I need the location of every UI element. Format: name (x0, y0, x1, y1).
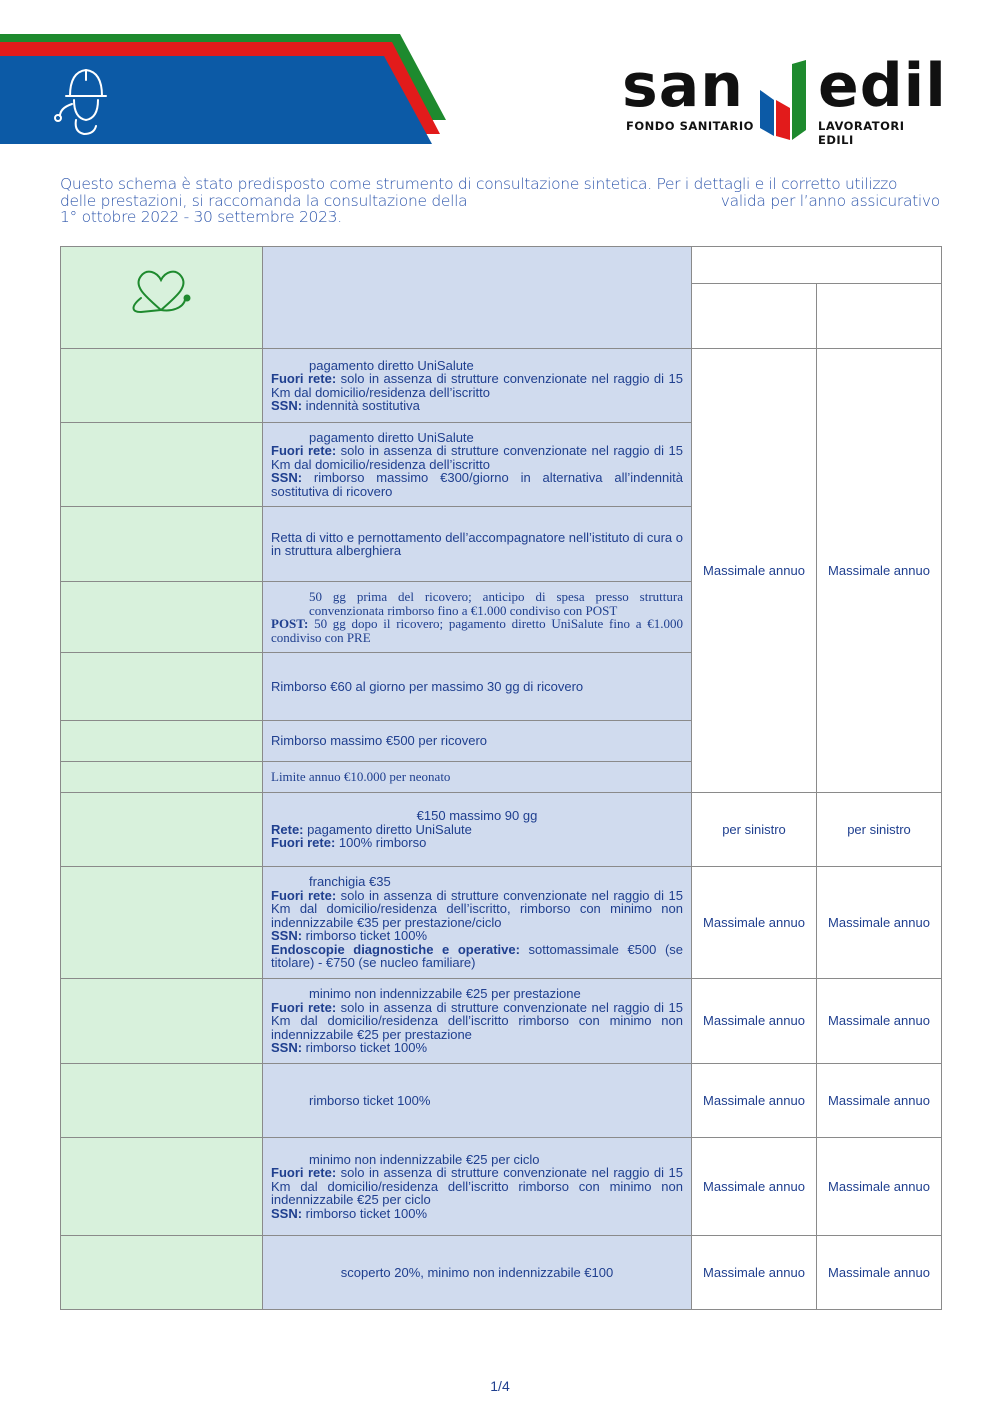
page-number: 1/4 (490, 1378, 510, 1394)
logo-subtitle-right: LAVORATORI EDILI (818, 119, 905, 147)
row-category-cell (61, 582, 263, 653)
header-icon-cell (61, 247, 263, 349)
intro-line-2-left: delle prestazioni, si raccomanda la consultazione della (60, 191, 468, 210)
description-key: Fuori rete: (271, 443, 337, 459)
description-line (271, 680, 683, 694)
intro-line-3: 1° ottobre 2022 - 30 settembre 2023. (60, 208, 342, 226)
row-category-cell (61, 793, 263, 867)
row-description (263, 793, 692, 867)
description-key: Fuori rete: (271, 999, 337, 1015)
row8-col2-value: Massimale annuo (817, 867, 942, 979)
row-category-cell (61, 349, 263, 423)
row10-col1-value: Massimale annuo (692, 1064, 817, 1138)
description-line (271, 734, 683, 748)
ricovero-col2-value: Massimale annuo (817, 349, 942, 793)
description-line (271, 929, 683, 943)
row-category-cell (61, 507, 263, 582)
row-description (263, 1064, 692, 1138)
description-key: SSN: (271, 398, 303, 413)
description-line (271, 823, 683, 837)
description-text: franchigia €35 (309, 874, 391, 890)
description-text: pagamento diretto UniSalute (303, 821, 472, 837)
row-description (263, 1236, 692, 1310)
description-text: pagamento diretto UniSalute (309, 429, 474, 445)
description-text: 100% rimborso (335, 835, 427, 851)
row-category-cell (61, 653, 263, 721)
row-description (263, 762, 692, 793)
description-line (271, 617, 683, 644)
description-text: solo in assenza di strutture convenzionate nel raggio di 15 Km dal domicilio/residenza dell’iscritto (271, 371, 683, 400)
row-description (263, 423, 692, 507)
row11-col2-value: Massimale annuo (817, 1138, 942, 1236)
description-line (271, 1266, 683, 1280)
description-text: solo in assenza di strutture convenzionate nel raggio di 15 Km dal domicilio/residenza dell’iscritto rimborso con minimo non indennizzabile €25 per ciclo (271, 1165, 683, 1208)
row-category-cell (61, 721, 263, 762)
sinistro-col1-value: per sinistro (692, 793, 817, 867)
description-line (271, 836, 683, 850)
row-category-cell (61, 1064, 263, 1138)
description-line (271, 1153, 683, 1167)
row-category-cell (61, 979, 263, 1064)
row-description (263, 349, 692, 423)
description-key: Fuori rete: (271, 1165, 337, 1181)
description-text: scoperto 20%, minimo non indennizzabile €100 (340, 1264, 614, 1280)
row-description (263, 721, 692, 762)
logo-word-san: san (622, 51, 744, 121)
description-key: SSN: (271, 470, 303, 486)
description-text: indennità sostitutiva (302, 398, 420, 413)
description-line (271, 770, 683, 784)
description-text: rimborso ticket 100% (302, 928, 428, 944)
logo-subtitle-left: FONDO SANITARIO (626, 119, 754, 133)
description-key: Fuori rete: (271, 887, 337, 903)
description-line (271, 1041, 683, 1055)
description-line (271, 444, 683, 471)
row11-col1-value: Massimale annuo (692, 1138, 817, 1236)
description-line (271, 1001, 683, 1042)
sanedil-logo (622, 51, 947, 147)
description-key: Fuori rete: (271, 835, 336, 851)
description-line (271, 399, 683, 413)
description-text: sottomassimale €500 (se titolare) - €750 (se nucleo familiare) (271, 941, 683, 971)
description-line (271, 531, 683, 558)
description-text: minimo non indennizzabile €25 per ciclo (309, 1151, 540, 1167)
description-text: solo in assenza di strutture convenzionate nel raggio di 15 Km dal domicilio/residenza dell’iscritto (271, 443, 683, 472)
description-line (271, 987, 683, 1001)
description-text: minimo non indennizzabile €25 per prestazione (309, 986, 581, 1002)
description-text: solo in assenza di strutture convenzionate nel raggio di 15 Km dal domicilio/residenza dell’iscritto rimborso con minimo non indennizzabile €25 per prestazione (271, 999, 683, 1042)
description-line (271, 431, 683, 445)
header-description-cell (263, 247, 692, 349)
header-col2-cell (817, 284, 942, 349)
row8-col1-value: Massimale annuo (692, 867, 817, 979)
row-category-cell (61, 1236, 263, 1310)
row9-col1-value: Massimale annuo (692, 979, 817, 1064)
description-text: rimborso ticket 100% (302, 1040, 428, 1056)
sinistro-col2-value: per sinistro (817, 793, 942, 867)
row-description (263, 653, 692, 721)
row-category-cell (61, 1138, 263, 1236)
description-key: Rete: (271, 821, 304, 837)
description-line (271, 359, 683, 373)
description-line (271, 943, 683, 970)
intro-line-1: Questo schema è stato predisposto come strumento di consultazione sintetica. Per i dettagli e il corretto utilizzo (60, 175, 898, 193)
description-text: rimborso ticket 100% (302, 1205, 428, 1221)
description-key: SSN: (271, 1040, 303, 1056)
description-text: Limite annuo €10.000 per neonato (271, 769, 451, 785)
intro-paragraph (60, 176, 940, 226)
description-text: Rimborso massimo €500 per ricovero (271, 733, 488, 749)
benefits-table (60, 246, 942, 1310)
row-category-cell (61, 762, 263, 793)
description-text: 50 gg dopo il ricovero; pagamento diretto UniSalute fino a €1.000 condiviso con PRE (271, 616, 683, 645)
description-line (271, 1094, 683, 1108)
description-line (271, 471, 683, 498)
description-text: rimborso massimo €300/giorno in alternativa all’indennità sostitutiva di ricovero (271, 470, 683, 499)
description-key: SSN: (271, 928, 303, 944)
row12-col1-value: Massimale annuo (692, 1236, 817, 1310)
row-description (263, 979, 692, 1064)
logo-word-edil: edil (818, 51, 947, 121)
description-text: Rimborso €60 al giorno per massimo 30 gg di ricovero (271, 678, 584, 694)
description-text: solo in assenza di strutture convenzionate nel raggio di 15 Km dal domicilio/residenza dell’iscritto, rimborso con minimo non indennizzabile €35 per prestazione/ciclo (271, 887, 683, 930)
description-line (271, 809, 683, 823)
row9-col2-value: Massimale annuo (817, 979, 942, 1064)
description-line (271, 590, 683, 617)
description-line (271, 875, 683, 889)
row-description (263, 582, 692, 653)
description-key: SSN: (271, 1205, 303, 1221)
description-line (271, 1207, 683, 1221)
stethoscope-heart-icon (61, 248, 261, 348)
intro-line-2 (60, 193, 940, 210)
row-description (263, 1138, 692, 1236)
intro-line-2-right: valida per l’anno assicurativo (720, 191, 940, 210)
description-text: Retta di vitto e pernottamento dell’accompagnatore nell’istituto di cura o in struttura alberghiera (271, 529, 683, 558)
description-key: Fuori rete: (271, 371, 337, 386)
row12-col2-value: Massimale annuo (817, 1236, 942, 1310)
row-category-cell (61, 867, 263, 979)
row-category-cell (61, 423, 263, 507)
logo-bars-icon (760, 60, 820, 140)
description-text: €150 massimo 90 gg (416, 808, 538, 824)
row10-col2-value: Massimale annuo (817, 1064, 942, 1138)
header-plan-cell (692, 247, 942, 284)
header-col1-cell (692, 284, 817, 349)
description-key: Endoscopie diagnostiche e operative: (271, 941, 520, 957)
description-key: POST: (271, 616, 309, 631)
row-description (263, 867, 692, 979)
description-text: 50 gg prima del ricovero; anticipo di spesa presso struttura convenzionata rimborso fino a €1.000 condiviso con POST (309, 589, 683, 618)
description-line (271, 889, 683, 930)
description-text: rimborso ticket 100% (309, 1092, 431, 1108)
ricovero-col1-value: Massimale annuo (692, 349, 817, 793)
row-description (263, 507, 692, 582)
description-line (271, 1166, 683, 1207)
description-line (271, 372, 683, 399)
description-text: pagamento diretto UniSalute (309, 357, 474, 373)
header-band (0, 0, 460, 150)
